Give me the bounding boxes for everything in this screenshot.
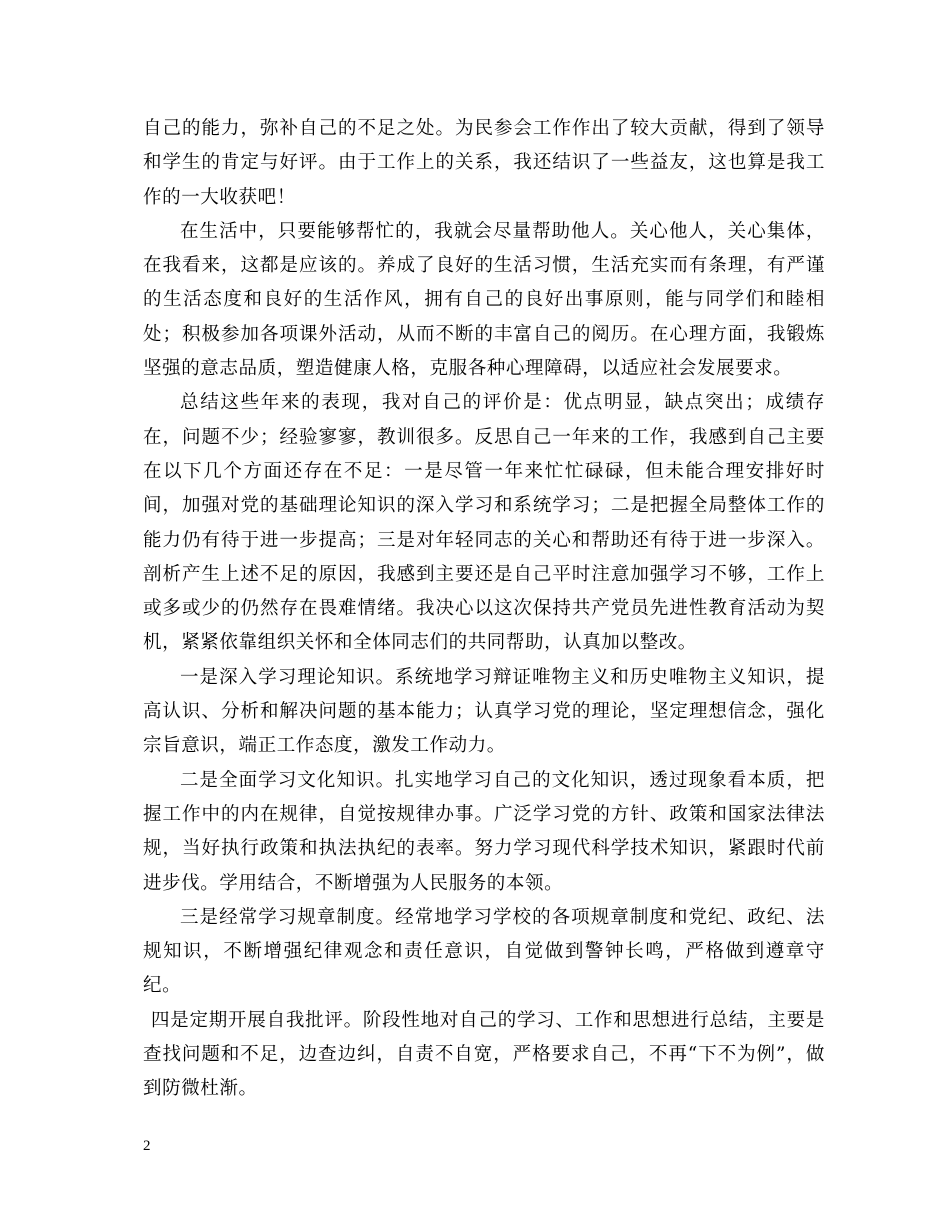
paragraph-continuation: 自己的能力，弥补自己的不足之处。为民参会工作作出了较大贡献，得到了领导和学生的肯定与好评。由于工作上的关系，我还结识了一些益友，这也算是我工作的一大收获吧！ (143, 118, 825, 208)
paragraph-daily-life: 在生活中，只要能够帮忙的，我就会尽量帮助他人。关心他人，关心集体，在我看来，这都是应该的。养成了良好的生活习惯，生活充实而有条理，有严谨的生活态度和良好的生活作风，拥有自己的良好出事原则，能与同学们和睦相处；积极参加各项课外活动，从而不断的丰富自己的阅历。在心理方面，我锻炼坚强的意志品质，塑造健康人格，克服各种心理障碍，以适应社会发展要求。 (143, 220, 825, 380)
paragraph-point-four: 四是定期开展自我批评。阶段性地对自己的学习、工作和思想进行总结，主要是查找问题和不足，边查边纠，自责不自宽，严格要求自己，不再“下不为例”，做到防微杜渐。 (143, 1009, 825, 1100)
paragraph-point-three: 三是经常学习规章制度。经常地学习学校的各项规章制度和党纪、政纪、法规知识，不断增强纪律观念和责任意识，自觉做到警钟长鸣，严格做到遵章守纪。 (143, 906, 825, 997)
page-number: 2 (143, 1138, 151, 1154)
paragraph-point-two: 二是全面学习文化知识。扎实地学习自己的文化知识，透过现象看本质，把握工作中的内在规律，自觉按规律办事。广泛学习党的方针、政策和国家法律法规，当好执行政策和执法执纪的表率。努力学习现代科学技术知识，紧跟时代前进步伐。学用结合，不断增强为人民服务的本领。 (143, 769, 825, 894)
document-body (143, 112, 825, 1107)
paragraph-point-one: 一是深入学习理论知识。系统地学习辩证唯物主义和历史唯物主义知识，提高认识、分析和解决问题的基本能力；认真学习党的理论，坚定理想信念，强化宗旨意识，端正工作态度，激发工作动力。 (143, 666, 825, 757)
paragraph-self-evaluation: 总结这些年来的表现，我对自己的评价是：优点明显，缺点突出；成绩存在，问题不少；经验寥寥，教训很多。反思自己一年来的工作，我感到自己主要在以下几个方面还存在不足：一是尽管一年来忙忙碌碌，但未能合理安排好时间，加强对党的基础理论知识的深入学习和系统学习；二是把握全局整体工作的能力仍有待于进一步提高；三是对年轻同志的关心和帮助还有待于进一步深入。剖析产生上述不足的原因，我感到主要还是自己平时注意加强学习不够，工作上或多或少的仍然存在畏难情绪。我决心以这次保持共产党员先进性教育活动为契机，紧紧依靠组织关怀和全体同志们的共同帮助，认真加以整改。 (143, 392, 825, 654)
